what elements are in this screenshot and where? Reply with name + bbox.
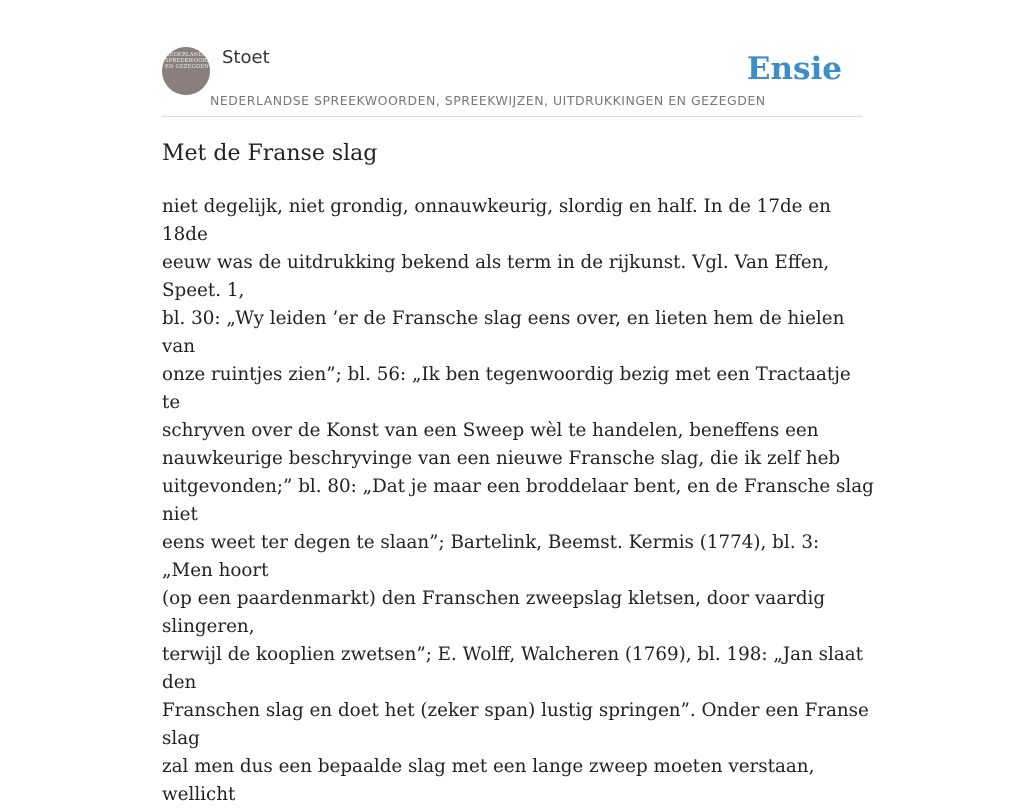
- source-name-link[interactable]: Stoet: [222, 47, 270, 68]
- source-header: [162, 46, 862, 117]
- source-subtitle: NEDERLANDSE SPREEKWOORDEN, SPREEKWIJZEN, UITDRUKKINGEN EN GEZEGDEN: [210, 93, 766, 108]
- source-logo[interactable]: [162, 47, 220, 95]
- ensie-logo[interactable]: Ensie: [746, 51, 842, 87]
- logo-text: NEDERLANDSE SPREEKWOORDEN EN GEZEGDEN: [165, 52, 220, 70]
- entry-title: Met de Franse slag: [162, 141, 378, 166]
- entry-body: niet degelijk, niet grondig, onnauwkeurig, slordig en half. In de 17de en 18de eeuw was de uitdrukking bekend als term in de rijkunst. Vgl. Van Effen, Speet. 1, bl. 30: „Wy leiden ’er de Fransche slag eens over, en lieten hem de hielen van onze ruintjes zien”; bl. 56: „Ik ben tegenwoordig bezig met een Tractaatje te schryven over de Konst van een Sweep wèl te handelen, beneffens een nauwkeurige beschryvinge van een nieuwe Fransche slag, die ik zelf heb uitgevonden;” bl. 80: „Dat je maar een broddelaar bent, en de Fransche slag niet eens weet ter degen te slaan”; Bartelink, Beemst. Kermis (1774), bl. 3: „Men hoort (op een paardenmarkt) den Franschen zweepslag kletsen, door vaardig slingeren, terwijl de kooplien zwetsen”; E. Wolff, Walcheren (1769), bl. 198: „Jan slaat den Franschen slag en doet het (zeker span) lustig springen”. Onder een Franse slag zal men dus een bepaalde slag met een lange zweep moeten verstaan, wellicht: [162, 196, 874, 805]
